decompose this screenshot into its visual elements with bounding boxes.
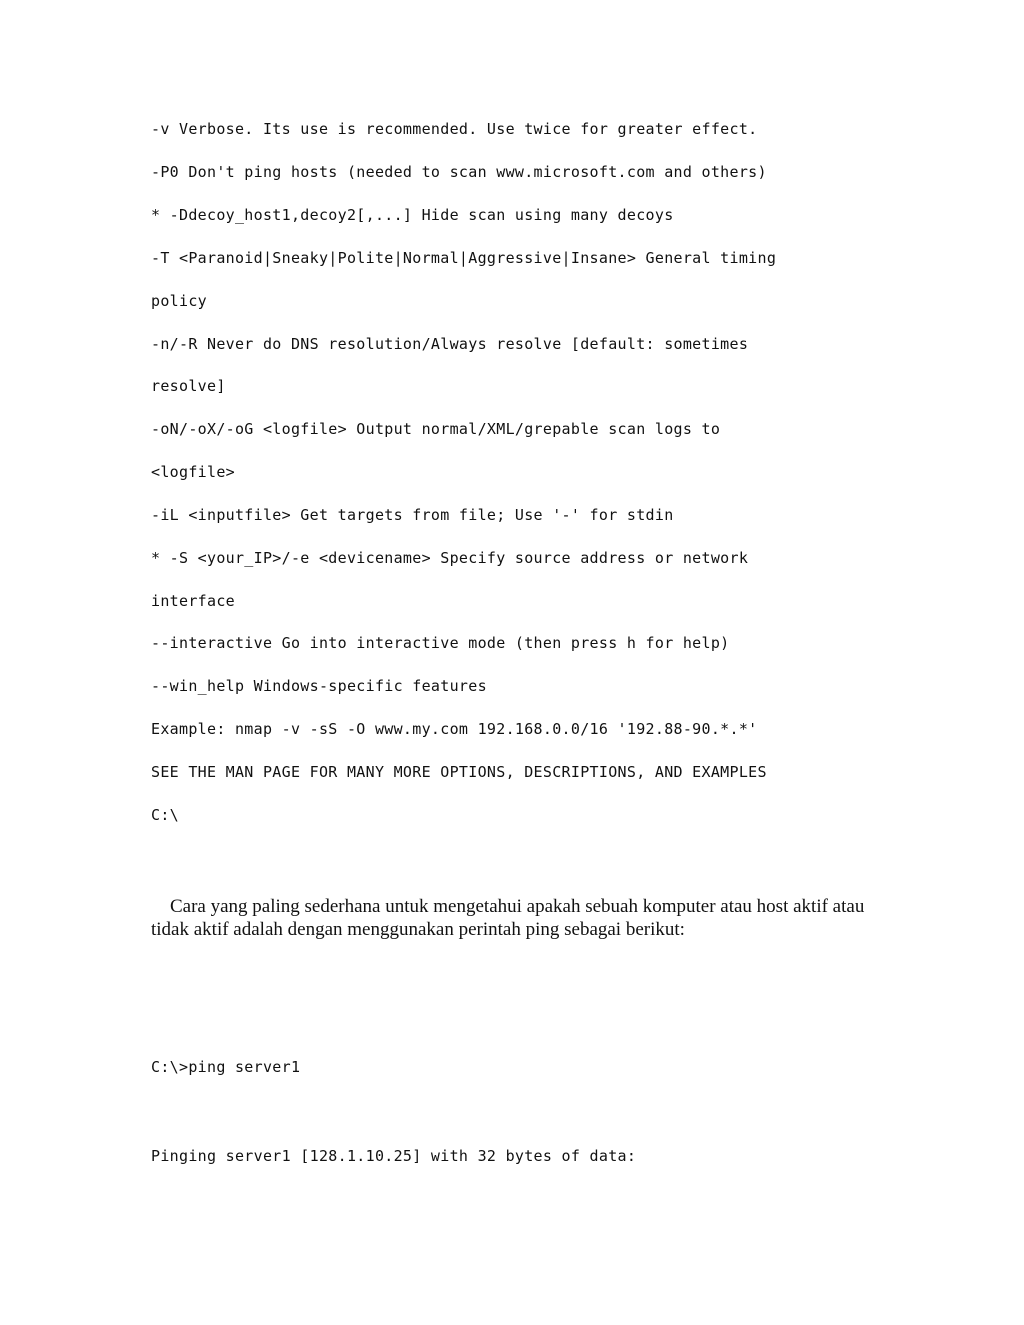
terminal-line-man-page: SEE THE MAN PAGE FOR MANY MORE OPTIONS, DESCRIPTIONS, AND EXAMPLES bbox=[151, 763, 767, 781]
terminal-line-dns: -n/-R Never do DNS resolution/Always resolve [default: sometimes bbox=[151, 335, 749, 353]
terminal-line-win-help: --win_help Windows-specific features bbox=[151, 677, 487, 695]
terminal-line-output-cont: <logfile> bbox=[151, 463, 235, 481]
terminal-line-decoy: * -Ddecoy_host1,decoy2[,...] Hide scan using many decoys bbox=[151, 206, 674, 224]
terminal-line-timing: -T <Paranoid|Sneaky|Polite|Normal|Aggressive|Insane> General timing bbox=[151, 249, 777, 267]
terminal-line-verbose: -v Verbose. Its use is recommended. Use twice for greater effect. bbox=[151, 120, 758, 138]
ping-command: C:\>ping server1 bbox=[151, 1058, 301, 1076]
paragraph-text: Cara yang paling sederhana untuk mengetahui apakah sebuah komputer atau host aktif atau tidak aktif adalah dengan menggunakan perintah ping sebagai berikut: bbox=[151, 896, 865, 940]
terminal-line-interactive: --interactive Go into interactive mode (then press h for help) bbox=[151, 634, 730, 652]
terminal-line-example: Example: nmap -v -sS -O www.my.com 192.168.0.0/16 '192.88-90.*.*' bbox=[151, 720, 758, 738]
terminal-line-inputfile: -iL <inputfile> Get targets from file; Use '-' for stdin bbox=[151, 506, 674, 524]
terminal-line-timing-cont: policy bbox=[151, 292, 207, 310]
terminal-line-source-cont: interface bbox=[151, 592, 235, 610]
terminal-line-output: -oN/-oX/-oG <logfile> Output normal/XML/grepable scan logs to bbox=[151, 420, 721, 438]
terminal-line-p0: -P0 Don't ping hosts (needed to scan www.microsoft.com and others) bbox=[151, 163, 767, 181]
ping-output-line: Pinging server1 [128.1.10.25] with 32 bytes of data: bbox=[151, 1147, 637, 1165]
body-paragraph bbox=[151, 895, 881, 941]
terminal-line-source: * -S <your_IP>/-e <devicename> Specify source address or network bbox=[151, 549, 749, 567]
terminal-line-prompt: C:\ bbox=[151, 806, 179, 824]
terminal-line-dns-cont: resolve] bbox=[151, 377, 226, 395]
